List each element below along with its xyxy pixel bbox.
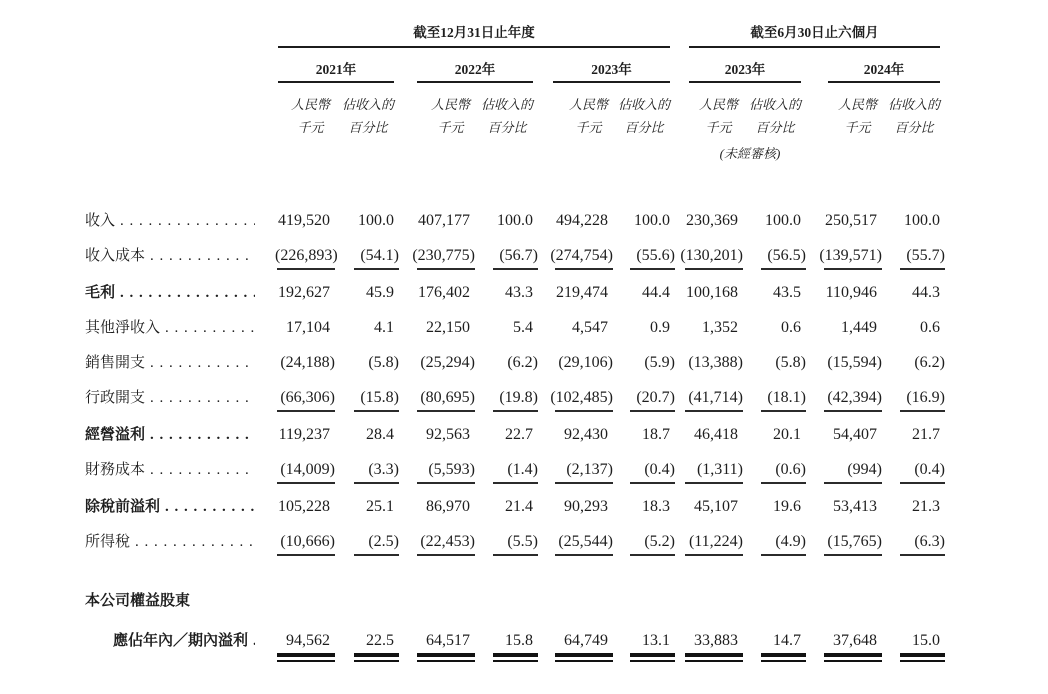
value-cell: 100.0: [358, 212, 394, 229]
row-label: 除稅前溢利 . . .: [85, 496, 275, 518]
value-cell: (5,593): [399, 459, 475, 481]
value-cell: 4,547: [572, 319, 608, 336]
value-cell: 43.5: [773, 284, 801, 301]
leader-dots: [165, 496, 255, 518]
value-cell: [675, 590, 743, 612]
value-cell: 25.1: [366, 498, 394, 515]
financial-table-body: [85, 210, 945, 665]
year-label-2022: 2022年: [454, 62, 496, 77]
row-profit-before-tax: [85, 496, 945, 518]
year-label-2021: 2021年: [315, 62, 357, 77]
value-cell: 43.3: [505, 284, 533, 301]
value-cell: 192,627: [278, 284, 330, 301]
value-cell: 494,228: [556, 212, 608, 229]
row-cost-of-revenue: [85, 245, 945, 267]
value-cell: (994): [806, 459, 882, 481]
year-label-2024-interim: 2024年: [863, 62, 905, 77]
value-cell: (80,695): [399, 387, 475, 409]
subheader-rmb: 人民幣 千元: [837, 97, 877, 135]
value-cell: (22,453): [399, 531, 475, 553]
value-cell: (15.8): [335, 387, 399, 409]
year-rule: [689, 81, 801, 83]
value-cell: 28.4: [366, 426, 394, 443]
value-cell: 119,237: [278, 426, 330, 443]
value-cell: 19.6: [773, 498, 801, 515]
value-cell: 45,107: [694, 498, 738, 515]
row-revenue: [85, 210, 945, 232]
value-cell: [475, 590, 538, 612]
value-cell: 100,168: [686, 284, 738, 301]
row-label: 經營溢利 . . .: [85, 424, 275, 446]
leader-dots: [135, 531, 255, 553]
period-rule-annual: [278, 46, 670, 48]
value-cell: 5.4: [513, 319, 533, 336]
value-cell: (1.4): [475, 459, 538, 481]
value-cell: (5.5): [475, 531, 538, 553]
value-cell: (139,571): [806, 245, 882, 267]
row-label: 應佔年內／期內溢利 . . .: [85, 630, 275, 652]
period-header-annual: 截至12月31日止年度: [413, 25, 535, 40]
value-cell: 15.0: [882, 630, 945, 652]
value-cell: (0.4): [882, 459, 945, 481]
value-cell: (55.7): [882, 245, 945, 267]
value-cell: (15,765): [806, 531, 882, 553]
row-label: 本公司權益股東: [85, 590, 275, 612]
leader-dots: [120, 282, 255, 304]
year-rule: [828, 81, 940, 83]
value-cell: (66,306): [275, 387, 335, 409]
value-cell: 14.7: [743, 630, 806, 652]
leader-dots: [150, 245, 255, 267]
value-cell: 53,413: [833, 498, 877, 515]
subheader-pct: 佔收入的 百分比: [748, 97, 801, 135]
value-cell: (19.8): [475, 387, 538, 409]
leader-dots: [150, 424, 255, 446]
value-cell: (102,485): [538, 387, 613, 409]
value-cell: (24,188): [280, 354, 335, 371]
value-cell: 0.6: [781, 319, 801, 336]
value-cell: (29,106): [558, 354, 613, 371]
value-cell: 92,430: [564, 426, 608, 443]
leader-dots: [150, 459, 255, 481]
value-cell: 105,228: [278, 498, 330, 515]
value-cell: [806, 590, 882, 612]
value-cell: (4.9): [743, 531, 806, 553]
value-cell: 20.1: [773, 426, 801, 443]
leader-dots: [120, 210, 255, 232]
value-cell: 219,474: [556, 284, 608, 301]
value-cell: 13.1: [613, 630, 675, 652]
subheader-rmb: 人民幣 千元: [430, 97, 470, 135]
value-cell: [743, 590, 806, 612]
value-cell: (41,714): [675, 387, 743, 409]
value-cell: (16.9): [882, 387, 945, 409]
subheader-pct: 佔收入的 百分比: [480, 97, 533, 135]
value-cell: 176,402: [418, 284, 470, 301]
value-cell: (5.8): [775, 354, 806, 371]
year-label-2023-interim: 2023年: [724, 62, 766, 77]
row-finance-costs: [85, 459, 945, 481]
row-label: 收入成本 . . .: [85, 245, 275, 267]
row-admin-expenses: [85, 387, 945, 409]
value-cell: (1,311): [675, 459, 743, 481]
value-cell: 18.3: [642, 498, 670, 515]
value-cell: [335, 590, 399, 612]
value-cell: (15,594): [827, 354, 882, 371]
value-cell: 44.4: [642, 284, 670, 301]
value-cell: (25,544): [538, 531, 613, 553]
value-cell: (56.7): [475, 245, 538, 267]
leader-dots: [150, 387, 255, 409]
subheader-rmb: 人民幣 千元: [698, 97, 738, 135]
value-cell: 4.1: [374, 319, 394, 336]
subheader-pct: 佔收入的 百分比: [887, 97, 940, 135]
value-cell: (13,388): [688, 354, 743, 371]
value-cell: (18.1): [743, 387, 806, 409]
leader-dots: [165, 317, 255, 339]
value-cell: 17,104: [286, 319, 330, 336]
value-cell: 230,369: [686, 212, 738, 229]
value-cell: (3.3): [335, 459, 399, 481]
value-cell: 21.7: [912, 426, 940, 443]
value-cell: 45.9: [366, 284, 394, 301]
year-rule: [553, 81, 670, 83]
year-label-2023: 2023年: [591, 62, 632, 77]
value-cell: [538, 590, 613, 612]
row-profit-attributable: [85, 630, 945, 652]
value-cell: 22.7: [505, 426, 533, 443]
value-cell: 44.3: [912, 284, 940, 301]
subheader-rmb: 人民幣 千元: [568, 97, 608, 135]
value-cell: 1,449: [841, 319, 877, 336]
value-cell: 1,352: [702, 319, 738, 336]
row-label: 行政開支 . . .: [85, 387, 275, 409]
year-rule: [278, 81, 394, 83]
value-cell: 64,517: [399, 630, 475, 652]
value-cell: 22,150: [426, 319, 470, 336]
row-label: 財務成本 . . .: [85, 459, 275, 481]
value-cell: (274,754): [538, 245, 613, 267]
value-cell: (230,775): [399, 245, 475, 267]
value-cell: (14,009): [275, 459, 335, 481]
value-cell: 250,517: [825, 212, 877, 229]
value-cell: [882, 590, 945, 612]
row-label: 所得稅 . . .: [85, 531, 275, 553]
period-rule-interim: [689, 46, 940, 48]
value-cell: (5.9): [644, 354, 675, 371]
value-cell: (6.2): [507, 354, 538, 371]
value-cell: 94,562: [275, 630, 335, 652]
value-cell: 100.0: [765, 212, 801, 229]
value-cell: (56.5): [743, 245, 806, 267]
value-cell: (2,137): [538, 459, 613, 481]
leader-dots: [253, 630, 255, 652]
row-income-tax: [85, 531, 945, 553]
row-selling-expenses: [85, 352, 945, 374]
value-cell: 22.5: [335, 630, 399, 652]
value-cell: (42,394): [806, 387, 882, 409]
value-cell: (54.1): [335, 245, 399, 267]
value-cell: (6.2): [914, 354, 945, 371]
year-rule: [417, 81, 533, 83]
unaudited-note: (未經審核): [719, 146, 781, 161]
value-cell: 100.0: [497, 212, 533, 229]
row-operating-profit: [85, 424, 945, 446]
value-cell: 21.3: [912, 498, 940, 515]
value-cell: [613, 590, 675, 612]
subheader-pct: 佔收入的 百分比: [617, 97, 670, 135]
value-cell: (20.7): [613, 387, 675, 409]
subheader-rmb: 人民幣 千元: [290, 97, 330, 135]
value-cell: (25,294): [420, 354, 475, 371]
value-cell: 64,749: [538, 630, 613, 652]
value-cell: 37,648: [806, 630, 882, 652]
value-cell: (0.6): [743, 459, 806, 481]
value-cell: 100.0: [634, 212, 670, 229]
value-cell: 46,418: [694, 426, 738, 443]
subheader-pct: 佔收入的 百分比: [341, 97, 394, 135]
row-other-net-income: [85, 317, 945, 339]
leader-dots: [150, 352, 255, 374]
row-label: 銷售開支 . . .: [85, 352, 275, 374]
period-header-interim: 截至6月30日止六個月: [750, 25, 879, 40]
value-cell: 21.4: [505, 498, 533, 515]
value-cell: [275, 590, 335, 612]
leader-dots: [195, 590, 255, 612]
value-cell: 54,407: [833, 426, 877, 443]
value-cell: 407,177: [418, 212, 470, 229]
value-cell: (5.8): [368, 354, 399, 371]
value-cell: (11,224): [675, 531, 743, 553]
value-cell: 15.8: [475, 630, 538, 652]
value-cell: 33,883: [675, 630, 743, 652]
value-cell: (6.3): [882, 531, 945, 553]
value-cell: (226,893): [275, 245, 335, 267]
value-cell: 92,563: [426, 426, 470, 443]
value-cell: (55.6): [613, 245, 675, 267]
value-cell: 18.7: [642, 426, 670, 443]
value-cell: 90,293: [564, 498, 608, 515]
row-label: 毛利 . . .: [85, 282, 275, 304]
row-equity-shareholders: [85, 590, 945, 612]
value-cell: (2.5): [335, 531, 399, 553]
value-cell: [399, 590, 475, 612]
value-cell: (130,201): [675, 245, 743, 267]
value-cell: (5.2): [613, 531, 675, 553]
value-cell: 110,946: [825, 284, 877, 301]
value-cell: 0.6: [920, 319, 940, 336]
value-cell: 0.9: [650, 319, 670, 336]
row-label: 其他淨收入 . . .: [85, 317, 275, 339]
value-cell: (10,666): [275, 531, 335, 553]
value-cell: 86,970: [426, 498, 470, 515]
value-cell: 100.0: [904, 212, 940, 229]
value-cell: 419,520: [278, 212, 330, 229]
row-label: 收入 . . .: [85, 210, 275, 232]
value-cell: (0.4): [613, 459, 675, 481]
row-gross-profit: [85, 282, 945, 304]
